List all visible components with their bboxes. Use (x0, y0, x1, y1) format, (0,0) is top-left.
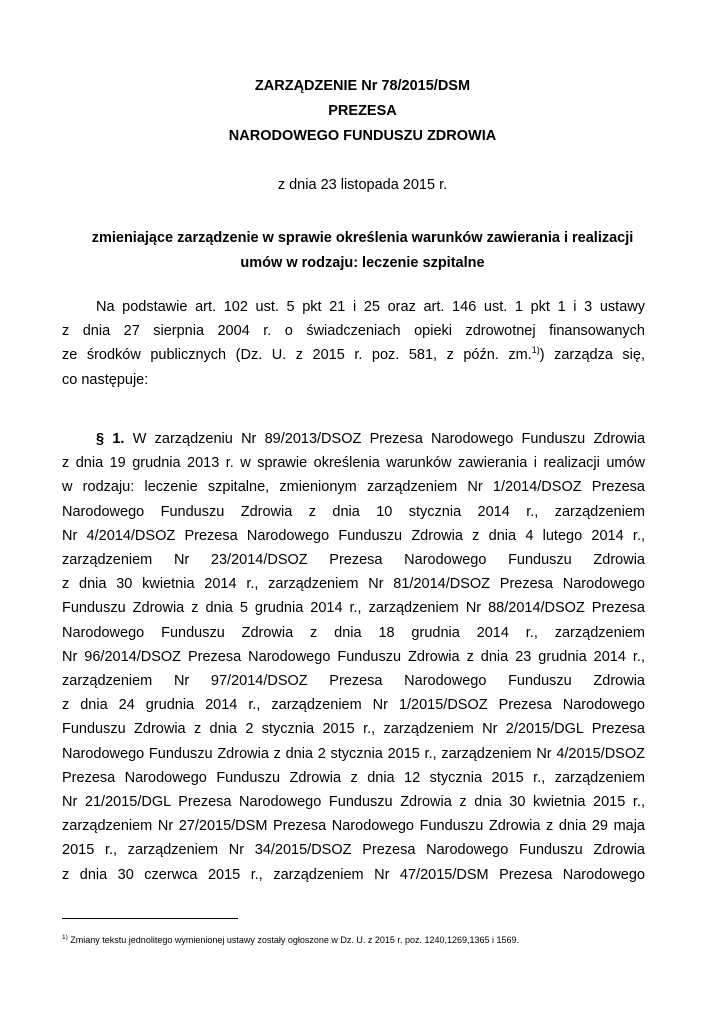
footnote-reference: 1) (531, 345, 540, 356)
preamble-paragraph (62, 295, 645, 392)
section-line: zarządzeniem Nr 23/2014/DSOZ Prezesa Narodowego Funduszu Zdrowia (62, 552, 645, 569)
footnote-marker: 1) (62, 934, 68, 941)
section-line: z dnia 30 kwietnia 2014 r., zarządzeniem Nr 81/2014/DSOZ Prezesa Narodowego (62, 576, 645, 593)
section-line (62, 427, 645, 451)
section-line: 2015 r., zarządzeniem Nr 34/2015/DSOZ Prezesa Narodowego Funduszu Zdrowia (62, 842, 645, 859)
section-line: z dnia 30 czerwca 2015 r., zarządzeniem Nr 47/2015/DSM Prezesa Narodowego (62, 866, 645, 883)
preamble-text: ) zarządza się, (539, 347, 645, 364)
section-line: Nr 4/2014/DSOZ Prezesa Narodowego Funduszu Zdrowia z dnia 4 lutego 2014 r., (62, 527, 645, 544)
section-line: Funduszu Zdrowia z dnia 5 grudnia 2014 r., zarządzeniem Nr 88/2014/DSOZ Prezesa (62, 600, 645, 617)
section-line: Narodowego Funduszu Zdrowia z dnia 10 stycznia 2014 r., zarządzeniem (62, 503, 645, 520)
section-line: Narodowego Funduszu Zdrowia z dnia 2 stycznia 2015 r., zarządzeniem Nr 4/2015/DSOZ (62, 745, 645, 762)
section-line: Narodowego Funduszu Zdrowia z dnia 18 grudnia 2014 r., zarządzeniem (62, 624, 645, 641)
footnote-text: Zmiany tekstu jednolitego wymienionej ustawy zostały ogłoszone w Dz. U. z 2015 r. poz. 1240,1269,1365 i 1569. (67, 935, 520, 945)
section-line: Prezesa Narodowego Funduszu Zdrowia z dnia 12 stycznia 2015 r., zarządzeniem (62, 769, 645, 786)
section-line: z dnia 24 grudnia 2014 r., zarządzeniem Nr 1/2015/DSOZ Prezesa Narodowego (62, 697, 645, 714)
title-line-2: PREZESA (328, 103, 397, 119)
footnote (62, 934, 662, 946)
preamble-line (62, 343, 645, 367)
title-line-3: NARODOWEGO FUNDUSZU ZDROWIA (228, 128, 497, 144)
preamble-line: Na podstawie art. 102 ust. 5 pkt 21 i 25 oraz art. 146 ust. 1 pkt 1 i 3 ustawy (96, 299, 645, 315)
subject-line-1: zmieniające zarządzenie w sprawie określenia warunków zawierania i realizacji (91, 230, 634, 246)
document-date: z dnia 23 listopada 2015 r. (277, 177, 448, 193)
section-text: W zarządzeniu Nr 89/2013/DSOZ Prezesa Narodowego Funduszu Zdrowia (132, 431, 646, 447)
section-line: Funduszu Zdrowia z dnia 2 stycznia 2015 r., zarządzeniem Nr 2/2015/DGL Prezesa (62, 721, 645, 738)
subject-line-2: umów w rodzaju: leczenie szpitalne (240, 255, 485, 271)
section-mark: § 1. (96, 431, 125, 447)
section-line: Nr 21/2015/DGL Prezesa Narodowego Funduszu Zdrowia z dnia 30 kwietnia 2015 r., (62, 794, 645, 811)
preamble-line: co następuje: (62, 371, 149, 388)
section-line: Nr 96/2014/DSOZ Prezesa Narodowego Funduszu Zdrowia z dnia 23 grudnia 2014 r., (62, 648, 645, 665)
section-line: zarządzeniem Nr 27/2015/DSM Prezesa Narodowego Funduszu Zdrowia z dnia 29 maja (62, 818, 645, 835)
title-line-1: ZARZĄDZENIE Nr 78/2015/DSM (254, 78, 471, 94)
section-1-paragraph (62, 427, 645, 887)
section-line: z dnia 19 grudnia 2013 r. w sprawie określenia warunków zawierania i realizacji umów (62, 455, 645, 472)
footnote-separator (62, 918, 238, 919)
section-line: w rodzaju: leczenie szpitalne, zmienionym zarządzeniem Nr 1/2014/DSOZ Prezesa (62, 479, 645, 496)
preamble-text: ze środków publicznych (Dz. U. z 2015 r. poz. 581, z późn. zm. (62, 347, 532, 364)
section-line: zarządzeniem Nr 97/2014/DSOZ Prezesa Narodowego Funduszu Zdrowia (62, 673, 645, 690)
preamble-line: z dnia 27 sierpnia 2004 r. o świadczeniach opieki zdrowotnej finansowanych (62, 323, 645, 340)
